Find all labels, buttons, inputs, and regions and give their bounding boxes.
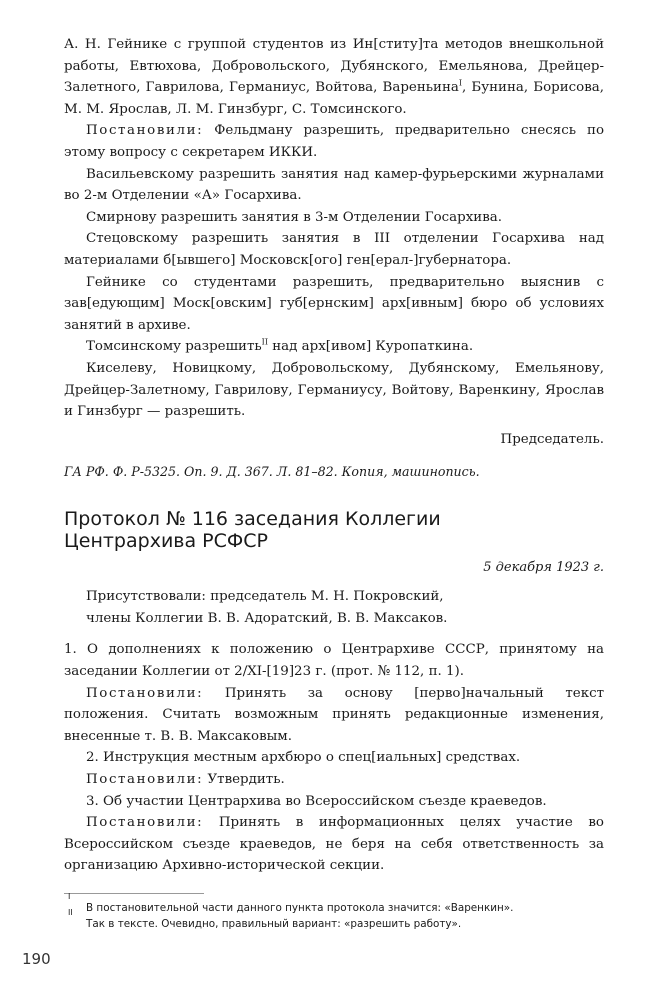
text: над арх[ивом] Куропаткина. (268, 339, 474, 355)
paragraph-kiselev: Киселеву, Новицкому, Добровольскому, Дубянскому, Емельянову, Дрейцер-Залетному, Гаврилову, Германиусу, Войтову, Варенкину, Ярослав и Гинзбург — разрешить. (64, 360, 604, 420)
resolution-label: Постановили: (86, 123, 204, 139)
text: , Бунина, Борисова, М. М. Ярослав, Л. М. Гинзбург, С. Томсинского. (64, 80, 605, 117)
protocol-date: 5 декабря 1923 г. (483, 560, 604, 576)
agenda-item-3: 3. Об участии Центрархива во Всероссийском съезде краеведов. (86, 793, 547, 809)
text: А. Н. Гейнике с группой студентов из Ин[ститу]та методов внешкольной работы, Евтюхова, Добровольского, Дубянского, Емельянова, Дрейцер-Залетного, Гаврилова, Германиус, Войтова, Вареньина (64, 37, 604, 96)
agenda-item-2: 2. Инструкция местным архбюро о спец[иальных] средствах. (86, 750, 521, 766)
paragraph-vasilevsky: Васильевскому разрешить занятия над камер-фурьерскими журналами во 2-м Отделении «А» Госархива. (64, 166, 604, 204)
text: Утвердить. (203, 772, 285, 788)
attendees-line-1: Присутствовали: председатель М. Н. Покровский, (86, 589, 444, 605)
paragraph-stetsovsky: Стецовскому разрешить занятия в III отделении Госархива над материалами б[ывшего] Московск[ого] ген[ерал-]губернатора. (64, 231, 604, 268)
resolution-3 (64, 812, 604, 877)
text: Принять за основу [перво]начальный текст положения. Считать возможным принять редакционные изменения, внесенные т. В. В. Максаковым. (64, 685, 604, 744)
agenda-item-1: 1. О дополнениях к положению о Центрархиве СССР, принятому на заседании Коллегии от 2/XI-[19]23 г. (прот. № 112, п. 1). (64, 642, 604, 680)
heading-line-1: Протокол № 116 заседания Коллегии (64, 508, 441, 531)
page-body (64, 34, 604, 932)
resolution-label: Постановили: (86, 772, 204, 788)
paragraph-geinike: Гейнике со студентами разрешить, предварительно выяснив с зав[едующим] Моск[овским] губ[ернским] арх[ивным] бюро об условиях занятий в архиве. (64, 274, 604, 333)
resolution-label: Постановили: (86, 815, 204, 831)
resolution-2 (64, 769, 604, 791)
footnote-ref-1: I (458, 78, 463, 88)
paragraph-students-list (64, 34, 604, 120)
heading-line-2: Центрархива РСФСР (64, 530, 268, 553)
attendees (64, 586, 604, 629)
footnote-divider (64, 893, 204, 894)
archive-citation: ГА РФ. Ф. Р-5325. Оп. 9. Д. 367. Л. 81–82. Копия, машинопись. (64, 464, 480, 480)
resolution-1 (64, 683, 604, 748)
paragraph-tomsinsky (64, 336, 604, 358)
text: Фельдману разрешить, предварительно снесясь по этому вопросу с секретарем ИККИ. (64, 123, 604, 160)
resolution-label: Постановили: (86, 685, 204, 701)
footnote-text: В постановительной части данного пункта протокола значится: «Варенкин». (86, 902, 514, 914)
text: Принять в информационных целях участие во Всероссийском съезде краеведов, не беря на себя ответственность за организацию Архивно-исторической секции. (64, 815, 604, 874)
footnote-ref-2: II (261, 337, 268, 347)
page-number: 190 (22, 950, 51, 968)
footnote-2: II Так в тексте. Очевидно, правильный вариант: «разрешить работу». (68, 908, 462, 930)
footnote-1: I В постановительной части данного пункта протокола значится: «Варенкин». (68, 892, 514, 914)
footnote-text: Так в тексте. Очевидно, правильный вариант: «разрешить работу». (86, 918, 462, 930)
protocol-heading (64, 508, 604, 552)
attendees-line-2: члены Коллегии В. В. Адоратский, В. В. Максаков. (86, 610, 448, 626)
signature: Председатель. (500, 431, 604, 447)
paragraph-feldman (64, 120, 604, 163)
text: Томсинскому разрешить (86, 339, 262, 355)
paragraph-smirnov: Смирнову разрешить занятия в 3-м Отделении Госархива. (86, 209, 502, 225)
